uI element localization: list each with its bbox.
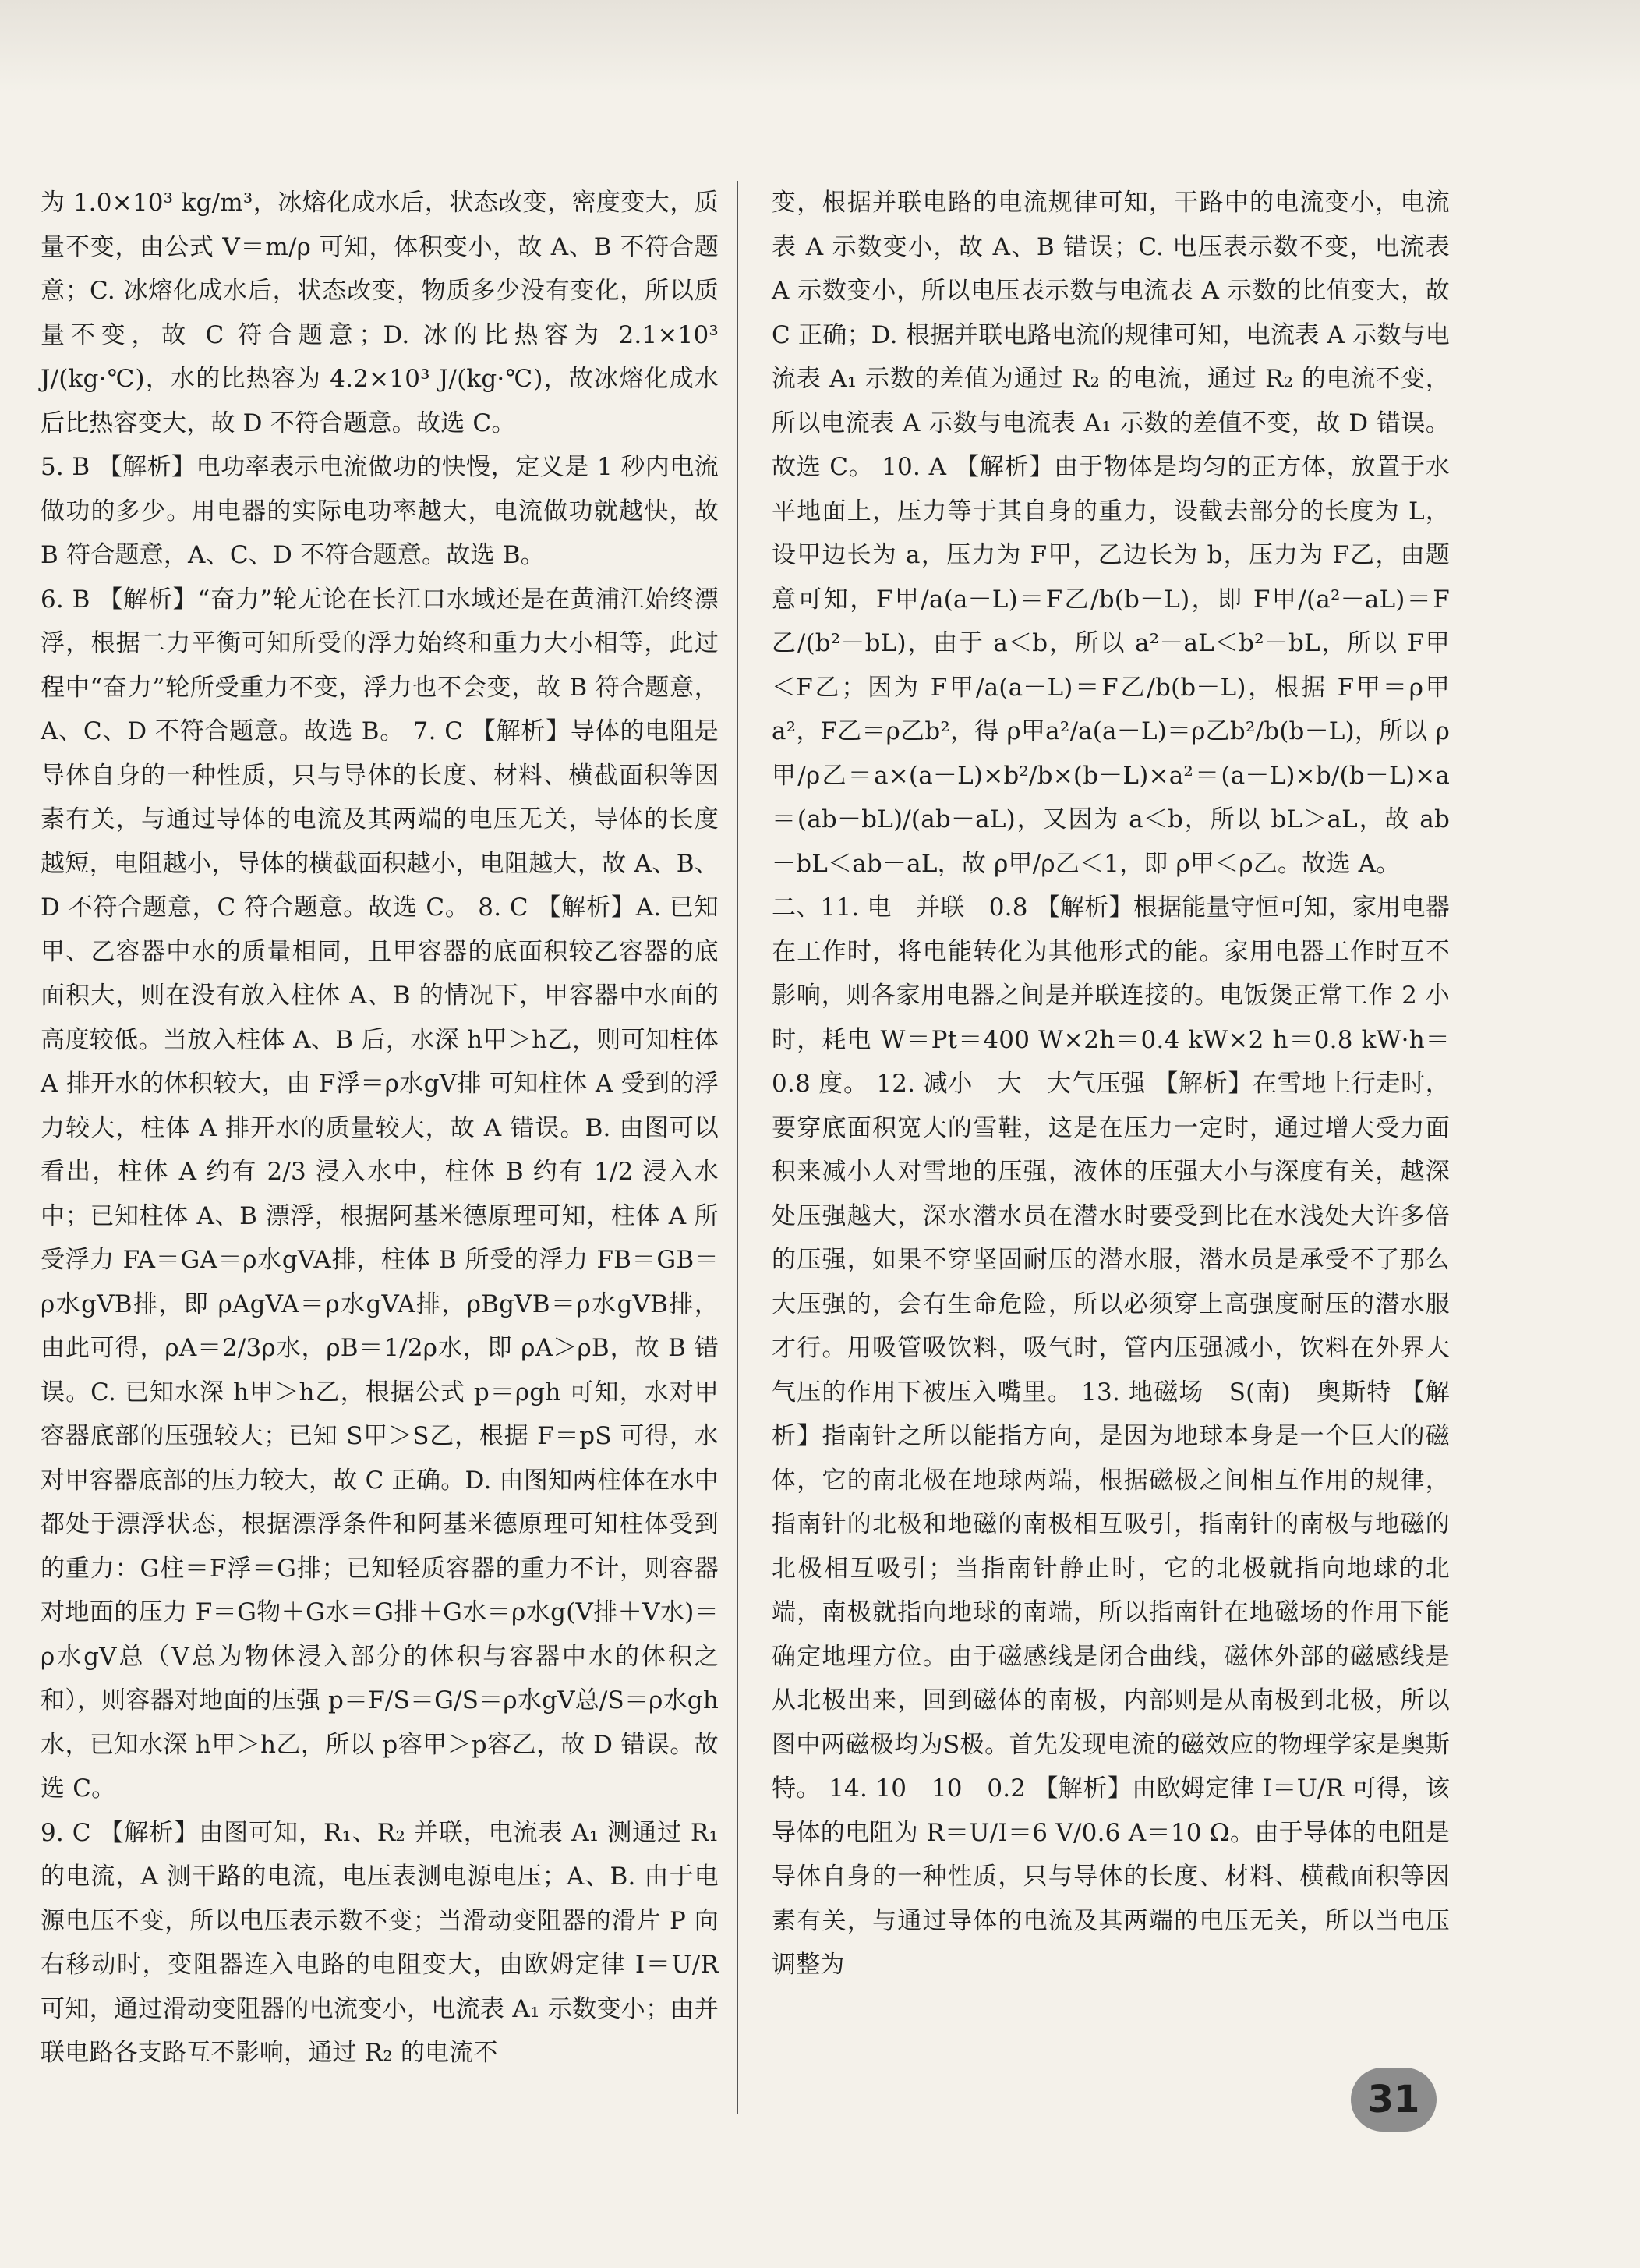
- answer-paragraph: 变，根据并联电路的电流规律可知，干路中的电流变小，电流表 A 示数变小，故 A、B 错误；C. 电压表示数不变，电流表 A 示数变小，所以电压表示数与电流表 A 示数的比值变大，故 C 正确；D. 根据并联电路电流的规律可知，电流表 A 示数与电流表 A₁ 示数的差值为通过 R₂ 的电流，通过 R₂ 的电流不变，所以电流表 A 示数与电流表 A₁ 示数的差值不变，故 D 错误。故选 C。 10. A 【解析】由于物体是均匀的正方体，放置于水平地面上，压力等于其自身的重力，设截去部分的长度为 L，设甲边长为 a，压力为 F甲，乙边长为 b，压力为 F乙，由题意可知，F甲/a(a－L)＝F乙/b(b－L)，即 F甲/(a²－aL)＝F乙/(b²－bL)，由于 a＜b，所以 a²－aL＜b²－bL，所以 F甲＜F乙；因为 F甲/a(a－L)＝F乙/b(b－L)，根据 F甲＝ρ甲a²，F乙＝ρ乙b²，得 ρ甲a²/a(a－L)＝ρ乙b²/b(b－L)，所以 ρ甲/ρ乙＝a×(a－L)×b²/b×(b－L)×a²＝(a－L)×b/(b－L)×a＝(ab－bL)/(ab－aL)，又因为 a＜b，所以 bL＞aL，故 ab－bL＜ab－aL，故 ρ甲/ρ乙＜1，即 ρ甲＜ρ乙。故选 A。: [772, 189, 1450, 878]
- answer-paragraph: 6. B 【解析】“奋力”轮无论在长江口水域还是在黄浦江始终漂浮，根据二力平衡可知所受的浮力始终和重力大小相等，此过程中“奋力”轮所受重力不变，浮力也不会变，故 B 符合题意，A、C、D 不符合题意。故选 B。 7. C 【解析】导体的电阻是导体自身的一种性质，只与导体的长度、材料、横截面积等因素有关，与通过导体的电流及其两端的电压无关，导体的长度越短，电阻越小，导体的横截面积越小，电阻越大，故 A、B、D 不符合题意，C 符合题意。故选 C。 8. C 【解析】A. 已知甲、乙容器中水的质量相同，且甲容器的底面积较乙容器的底面积大，则在没有放入柱体 A、B 的情况下，甲容器中水面的高度较低。当放入柱体 A、B 后，水深 h甲＞h乙，则可知柱体 A 排开水的体积较大，由 F浮＝ρ水gV排 可知柱体 A 受到的浮力较大，柱体 A 排开水的质量较大，故 A 错误。B. 由图可以看出，柱体 A 约有 2/3 浸入水中，柱体 B 约有 1/2 浸入水中；已知柱体 A、B 漂浮，根据阿基米德原理可知，柱体 A 所受浮力 FA＝GA＝ρ水gVA排，柱体 B 所受的浮力 FB＝GB＝ρ水gVB排，即 ρAgVA＝ρ水gVA排，ρBgVB＝ρ水gVB排，由此可得，ρA＝2/3ρ水，ρB＝1/2ρ水，即 ρA＞ρB，故 B 错误。C. 已知水深 h甲＞h乙，根据公式 p＝ρgh 可知，水对甲容器底部的压强较大；已知 S甲＞S乙，根据 F＝pS 可得，水对甲容器底部的压力较大，故 C 正确。D. 由图知两柱体在水中都处于漂浮状态，根据漂浮条件和阿基米德原理可知柱体受到的重力：G柱＝F浮＝G排；已知轻质容器的重力不计，则容器对地面的压力 F＝G物＋G水＝G排＋G水＝ρ水g(V排＋V水)＝ρ水gV总（V总为物体浸入部分的体积与容器中水的体积之和），则容器对地面的压强 p＝F/S＝G/S＝ρ水gV总/S＝ρ水gh水，已知水深 h甲＞h乙，所以 p容甲＞p容乙，故 D 错误。故选 C。: [41, 585, 719, 1803]
- answer-paragraph: 为 1.0×10³ kg/m³，冰熔化成水后，状态改变，密度变大，质量不变，由公式 V＝m/ρ 可知，体积变小，故 A、B 不符合题意；C. 冰熔化成水后，状态改变，物质多少没有变化，所以质量不变，故 C 符合题意；D. 冰的比热容为 2.1×10³ J/(kg·℃)，水的比热容为 4.2×10³ J/(kg·℃)，故冰熔化成水后比热容变大，故 D 不符合题意。故选 C。: [41, 189, 719, 437]
- page-number-badge: [1351, 2068, 1437, 2132]
- answer-paragraph: 二、11. 电 并联 0.8 【解析】根据能量守恒可知，家用电器在工作时，将电能转化为其他形式的能。家用电器工作时互不影响，则各家用电器之间是并联连接的。电饭煲正常工作 2 小时，耗电 W＝Pt＝400 W×2h＝0.4 kW×2 h＝0.8 kW·h＝0.8 度。 12. 减小 大 大气压强 【解析】在雪地上行走时，要穿底面积宽大的雪鞋，这是在压力一定时，通过增大受力面积来减小人对雪地的压强，液体的压强大小与深度有关，越深处压强越大，深水潜水员在潜水时要受到比在水浅处大许多倍的压强，如果不穿坚固耐压的潜水服，潜水员是承受不了那么大压强的，会有生命危险，所以必须穿上高强度耐压的潜水服才行。用吸管吸饮料，吸气时，管内压强减小，饮料在外界大气压的作用下被压入嘴里。 13. 地磁场 S(南) 奥斯特 【解析】指南针之所以能指方向，是因为地球本身是一个巨大的磁体，它的南北极在地球两端，根据磁极之间相互作用的规律，指南针的北极和地磁的南极相互吸引，指南针的南极与地磁的北极相互吸引；当指南针静止时，它的北极就指向地球的北端，南极就指向地球的南端，所以指南针在地磁场的作用下能确定地理方位。由于磁感线是闭合曲线，磁体外部的磁感线是从北极出来，回到磁体的南极，内部则是从南极到北极，所以图中两磁极均为S极。首先发现电流的磁效应的物理学家是奥斯特。 14. 10 10 0.2 【解析】由欧姆定律 I＝U/R 可得，该导体的电阻为 R＝U/I＝6 V/0.6 A＝10 Ω。由于导体的电阻是导体自身的一种性质，只与导体的长度、材料、横截面积等因素有关，与通过导体的电流及其两端的电压无关，所以当电压调整为: [772, 893, 1450, 1979]
- right-column: [772, 181, 1450, 1987]
- left-column: [41, 181, 719, 2075]
- page-number: 31: [1367, 2078, 1420, 2121]
- answer-paragraph: 5. B 【解析】电功率表示电流做功的快慢，定义是 1 秒内电流做功的多少。用电器的实际电功率越大，电流做功就越快，故 B 符合题意，A、C、D 不符合题意。故选 B。: [41, 453, 719, 569]
- scan-top-shade: [0, 0, 1640, 94]
- answer-paragraph: 9. C 【解析】由图可知，R₁、R₂ 并联，电流表 A₁ 测通过 R₁ 的电流，A 测干路的电流，电压表测电源电压；A、B. 由于电源电压不变，所以电压表示数不变；当滑动变阻器的滑片 P 向右移动时，变阻器连入电路的电阻变大，由欧姆定律 I＝U/R 可知，通过滑动变阻器的电流变小，电流表 A₁ 示数变小；由并联电路各支路互不影响，通过 R₂ 的电流不: [41, 1818, 719, 2067]
- column-divider: [737, 181, 738, 2114]
